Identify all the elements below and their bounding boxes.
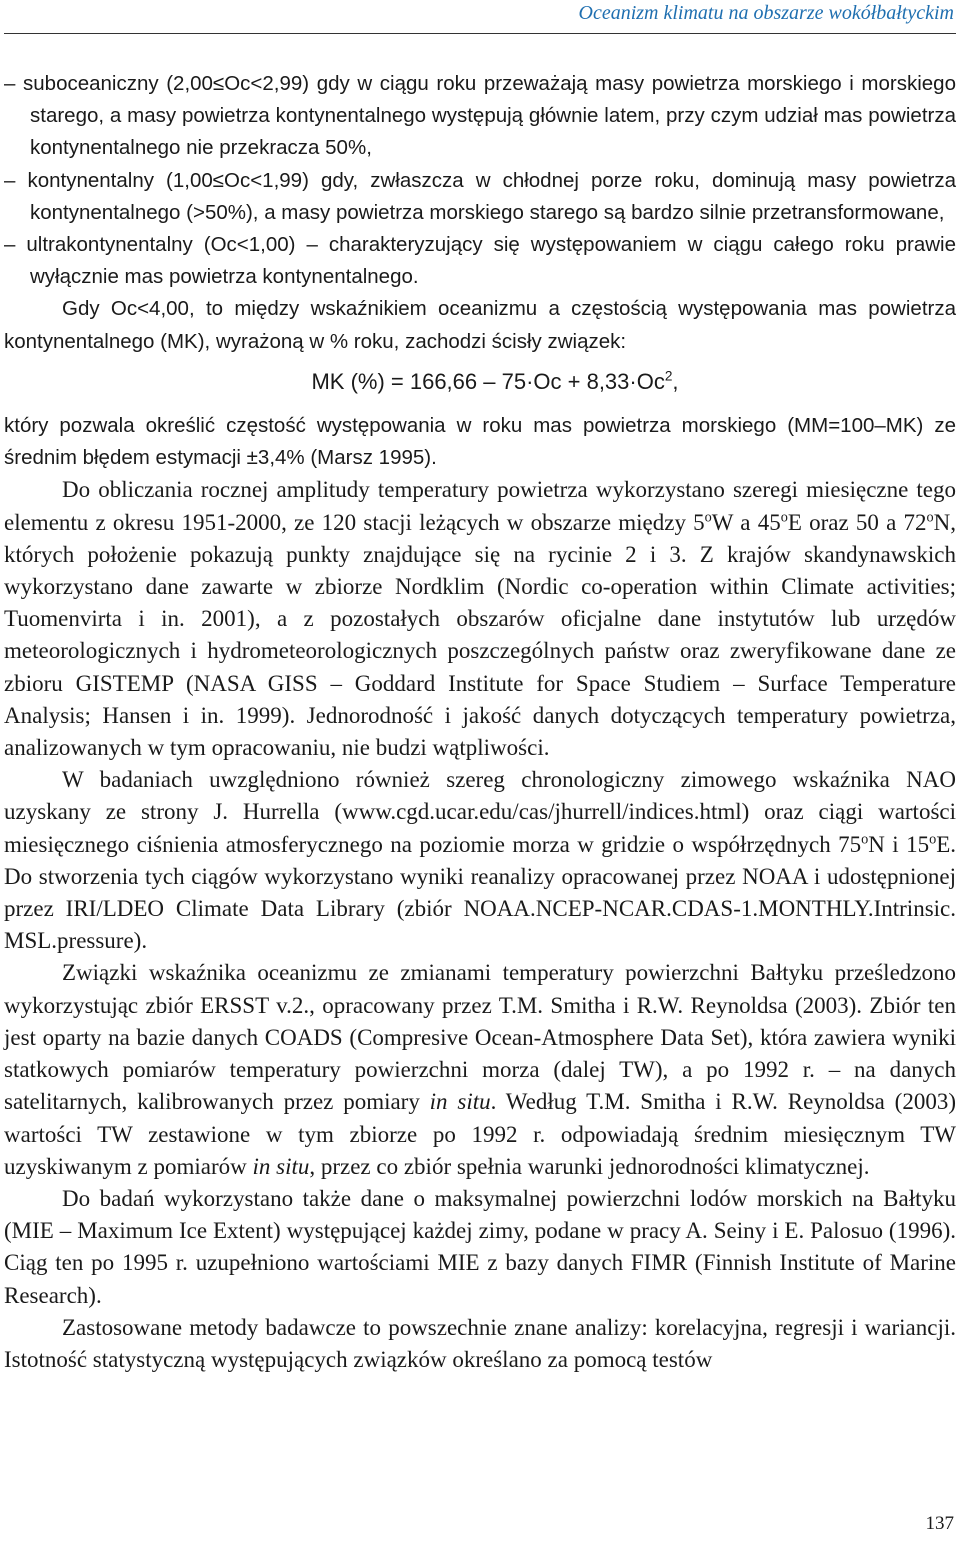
text-run: Do obliczania rocznej amplitudy temperatury powietrza wykorzystano szeregi miesięczne tego elementu z okresu 1951-2000, ze 120 stacji leżących w obszarze między 5 bbox=[4, 477, 956, 535]
formula bbox=[4, 366, 956, 398]
degree-superscript: o bbox=[780, 508, 788, 525]
paragraph-nao-index bbox=[4, 764, 956, 957]
list-item bbox=[4, 165, 956, 229]
page-number: 137 bbox=[925, 1513, 954, 1534]
header-rule bbox=[4, 33, 956, 34]
running-header-title: Oceanizm klimatu na obszarze wokółbałtyckim bbox=[578, 2, 954, 24]
text-run: N, których położenie pokazują punkty znajdujące się na rycinie 2 i 3. Z krajów skandynawskich wykorzystano dane zawarte w zbiorze Nordklim (Nordic co-operation within Climate activities; Tuomenvirta i in. 2001), a z pozostałych obszarów oficjalne dane instytutów lub urzędów meteorologicznych i hydrometeorologicznych poszczególnych państw oraz zweryfikowane dane ze zbioru GISTEMP (NASA GISS – Goddard Institute for Space Studiem – Surface Temperature Analysis; Hansen i in. 1999). Jednorodność i jakość danych dotyczących temperatury powietrza, analizowanych w tym opracowaniu, nie budzi wątpliwości. bbox=[4, 509, 956, 761]
degree-superscript: o bbox=[861, 831, 869, 848]
text-run: E. Do stworzenia tych ciągów wykorzystano wyniki reanalizy opracowanej przez NOAA i udostępnionej przez IRI/LDEO Climate Data Library (zbiór NOAA.NCEP-NCAR.CDAS-1.MONTHLY.Intrinsic. MSL.pressure). bbox=[4, 831, 956, 954]
paragraph-temperature-data bbox=[4, 474, 956, 764]
list-item bbox=[4, 229, 956, 293]
text-run: , przez co zbiór spełnia warunki jednorodności klimatycznej. bbox=[309, 1153, 870, 1179]
text-run: N i 15 bbox=[868, 831, 930, 857]
list-dash: – bbox=[4, 233, 16, 257]
paragraph-methods: Zastosowane metody badawcze to powszechnie znane analizy: korelacyjna, regresji i wariancji. Istotność statystyczną występujących związków określano za pomocą testów bbox=[4, 1314, 956, 1372]
text-run: Związki wskaźnika oceanizmu ze zmianami temperatury powierzchni Bałtyku prześledzono wykorzystując zbiór ERSST v.2., opracowany przez T.M. Smitha i R.W. Reynoldsa (2003). Zbiór ten jest oparty na bazie danych COADS (Compresive Ocean-Atmosphere Data Set), która zawiera wyniki statkowych pomiarów temperatury powierzchni morza (dalej TW), a po 1992 r. – na danych satelitarnych, kalibrowanych przez pomiary bbox=[4, 960, 956, 1115]
list-dash: – bbox=[4, 72, 16, 95]
formula-tail: , bbox=[672, 368, 679, 394]
italic-term: in situ bbox=[429, 1089, 491, 1115]
degree-superscript: o bbox=[704, 508, 712, 525]
paragraph-ice-extent: Do badań wykorzystano także dane o maksymalnej powierzchni lodów morskich na Bałtyku (MIE – Maximum Ice Extent) występującej każdej zimy, podane w pracy A. Seiny i E. Palosuo (1996). Ciąg ten po 1995 r. uzupełniono wartościami MIE z bazy danych FIMR (Finnish Institute of Marine Research). bbox=[4, 1185, 956, 1308]
paragraph-oceanism-relation: Gdy Oc<4,00, to między wskaźnikiem oceanizmu a częstością występowania mas powietrza kontynentalnego (MK), wyrażoną w % roku, zachodzi ścisły związek: bbox=[4, 297, 956, 353]
list-item-text: suboceaniczny (2,00≤Oc<2,99) gdy w ciągu roku przeważają masy powietrza morskiego i morskiego starego, a masy powietrza kontynentalnego występują głównie latem, przy czym udział mas powietrza kontynentalnego nie przekracza 50%, bbox=[23, 72, 956, 160]
paragraph-maritime-frequency: który pozwala określić częstość występowania w roku mas powietrza morskiego (MM=100–MK) ze średnim błędem estymacji ±3,4% (Marsz 1995). bbox=[4, 414, 956, 470]
text-run: W a 45 bbox=[711, 509, 781, 535]
list-item bbox=[4, 68, 956, 165]
degree-superscript: o bbox=[929, 831, 937, 848]
list-item-text: ultrakontynentalny (Oc<1,00) – charakteryzujący się występowaniem w ciągu całego roku prawie wyłącznie mas powietrza kontynentalnego. bbox=[26, 233, 956, 289]
list-dash: – bbox=[4, 168, 16, 192]
page-body bbox=[4, 68, 956, 1376]
text-run: . Według T.M. Smitha i R.W. Reynoldsa (2003) wartości TW zestawione w tym zbiorze po 1992 r. odpowiadają średnim miesięcznym TW uzyskiwanym z pomiarów bbox=[4, 1089, 956, 1179]
degree-superscript: o bbox=[926, 508, 934, 525]
italic-term: in situ bbox=[252, 1153, 310, 1179]
formula-main: MK (%) = 166,66 – 75·Oc + 8,33·Oc bbox=[311, 368, 665, 394]
paragraph-baltic-sst bbox=[4, 957, 956, 1182]
text-run: E oraz 50 a 72 bbox=[787, 509, 927, 535]
list-item-text: kontynentalny (1,00≤Oc<1,99) gdy, zwłaszcza w chłodnej porze roku, dominują masy powietrza kontynentalnego (>50%), a masy powietrza morskiego starego są bardzo silnie przetransformowane, bbox=[27, 168, 956, 224]
formula-exponent: 2 bbox=[664, 368, 673, 384]
text-run: W badaniach uwzględniono również szereg chronologiczny zimowego wskaźnika NAO uzyskany ze strony J. Hurrella (www.cgd.ucar.edu/cas/jhurrell/indices.html) oraz ciągi wartości miesięcznego ciśnienia atmosferycznego na poziomie morza w gridzie o współrzędnych 75 bbox=[4, 767, 956, 857]
